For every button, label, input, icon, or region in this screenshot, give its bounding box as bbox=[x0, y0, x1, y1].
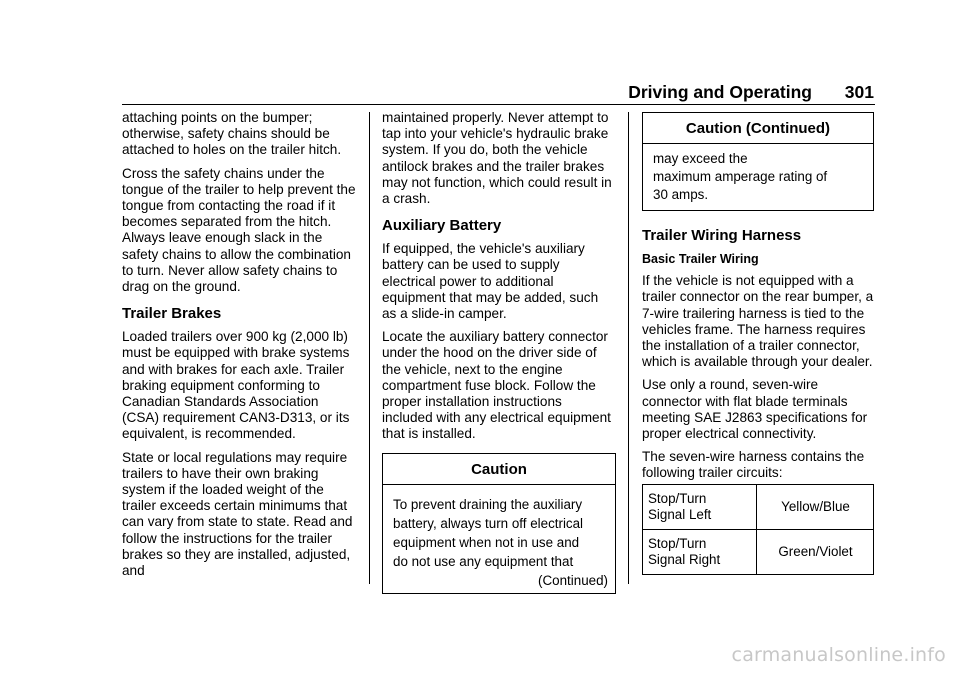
caution-line: battery, always turn off electrical bbox=[393, 515, 584, 531]
paragraph: Use only a round, seven-wire connector with flat blade terminals meeting SAE J2863 specifications for proper electrical connectivity. bbox=[642, 377, 868, 442]
section-title: Driving and Operating bbox=[628, 82, 812, 102]
caution-line: may exceed the bbox=[653, 151, 748, 167]
paragraph: If equipped, the vehicle's auxiliary battery can be used to supply electrical power to additional equipment that may be added, such as a slide-in camper. bbox=[382, 241, 599, 322]
paragraph: Cross the safety chains under the tongue of the trailer to help prevent the tongue from contacting the road if it becomes separated from the hitch. Always leave enough slack in the safety chains to allow the combination to turn. Never allow safety chains to drag on the ground. bbox=[122, 165, 356, 295]
caution-continued: (Continued) bbox=[538, 572, 608, 588]
page-header bbox=[122, 82, 874, 104]
wiring-table bbox=[642, 484, 874, 575]
caution-title: Caution bbox=[383, 454, 615, 485]
column-1 bbox=[122, 110, 357, 586]
circuit-name: Stop/Turn bbox=[648, 535, 707, 551]
table-row bbox=[643, 484, 874, 529]
page-number: 301 bbox=[844, 82, 874, 102]
circuit-name: Signal Left bbox=[648, 506, 712, 522]
paragraph: The seven-wire harness contains the following trailer circuits: bbox=[642, 449, 865, 481]
subheading-basic-trailer-wiring: Basic Trailer Wiring bbox=[642, 252, 759, 267]
caution-line: do not use any equipment that bbox=[393, 553, 574, 569]
paragraph: If the vehicle is not equipped with a trailer connector on the rear bumper, a 7-wire trailering harness is tied to the vehicles frame. The harness requires the installation of a trailer connector, which is available through your dealer. bbox=[642, 273, 874, 370]
column-divider-1 bbox=[369, 112, 370, 584]
paragraph: maintained properly. Never attempt to tap into your vehicle's hydraulic brake system. If you do, both the vehicle antilock brakes and the trailer brakes may not function, which could result in a crash. bbox=[382, 110, 612, 207]
circuit-cell bbox=[643, 529, 757, 574]
caution-box bbox=[382, 453, 616, 594]
header-rule bbox=[122, 104, 875, 105]
circuit-cell bbox=[643, 484, 757, 529]
paragraph: Locate the auxiliary battery connector under the hood on the driver side of the vehicle, next to the engine compartment fuse block. Follow the proper installation instructions included with any electrical equipment that is installed. bbox=[382, 329, 611, 442]
caution-title: Caution (Continued) bbox=[643, 113, 873, 144]
column-3 bbox=[642, 112, 874, 575]
table-row bbox=[643, 529, 874, 574]
heading-auxiliary-battery: Auxiliary Battery bbox=[382, 217, 502, 235]
caution-body bbox=[383, 485, 615, 593]
circuit-name: Stop/Turn bbox=[648, 490, 707, 506]
caution-body bbox=[643, 144, 873, 210]
watermark-text: carmanualsonline.info bbox=[731, 644, 946, 666]
paragraph: State or local regulations may require trailers to have their own braking system if the loaded weight of the trailer exceeds certain minimums that can vary from state to state. Read and follow the instructions for the trailer brakes so they are installed, adjusted, and bbox=[122, 449, 353, 579]
caution-continued-box bbox=[642, 112, 874, 211]
heading-trailer-brakes: Trailer Brakes bbox=[122, 305, 222, 323]
wire-color-cell: Yellow/Blue bbox=[757, 484, 874, 529]
caution-line: maximum amperage rating of bbox=[653, 169, 828, 185]
wire-color-cell: Green/Violet bbox=[757, 529, 874, 574]
paragraph: attaching points on the bumper; otherwise, safety chains should be attached to holes on the trailer hitch. bbox=[122, 110, 342, 158]
caution-line: equipment when not in use and bbox=[393, 534, 580, 550]
caution-line: To prevent draining the auxiliary bbox=[393, 496, 583, 512]
circuit-name: Signal Right bbox=[648, 551, 721, 567]
paragraph: Loaded trailers over 900 kg (2,000 lb) must be equipped with brake systems and with brakes for each axle. Trailer braking equipment conforming to Canadian Standards Association (CSA) requirement CAN3-D313, or its equivalent, is recommended. bbox=[122, 329, 350, 442]
column-divider-2 bbox=[628, 112, 629, 584]
heading-trailer-wiring-harness: Trailer Wiring Harness bbox=[642, 227, 802, 245]
caution-line: 30 amps. bbox=[653, 187, 709, 203]
column-2 bbox=[382, 110, 616, 594]
